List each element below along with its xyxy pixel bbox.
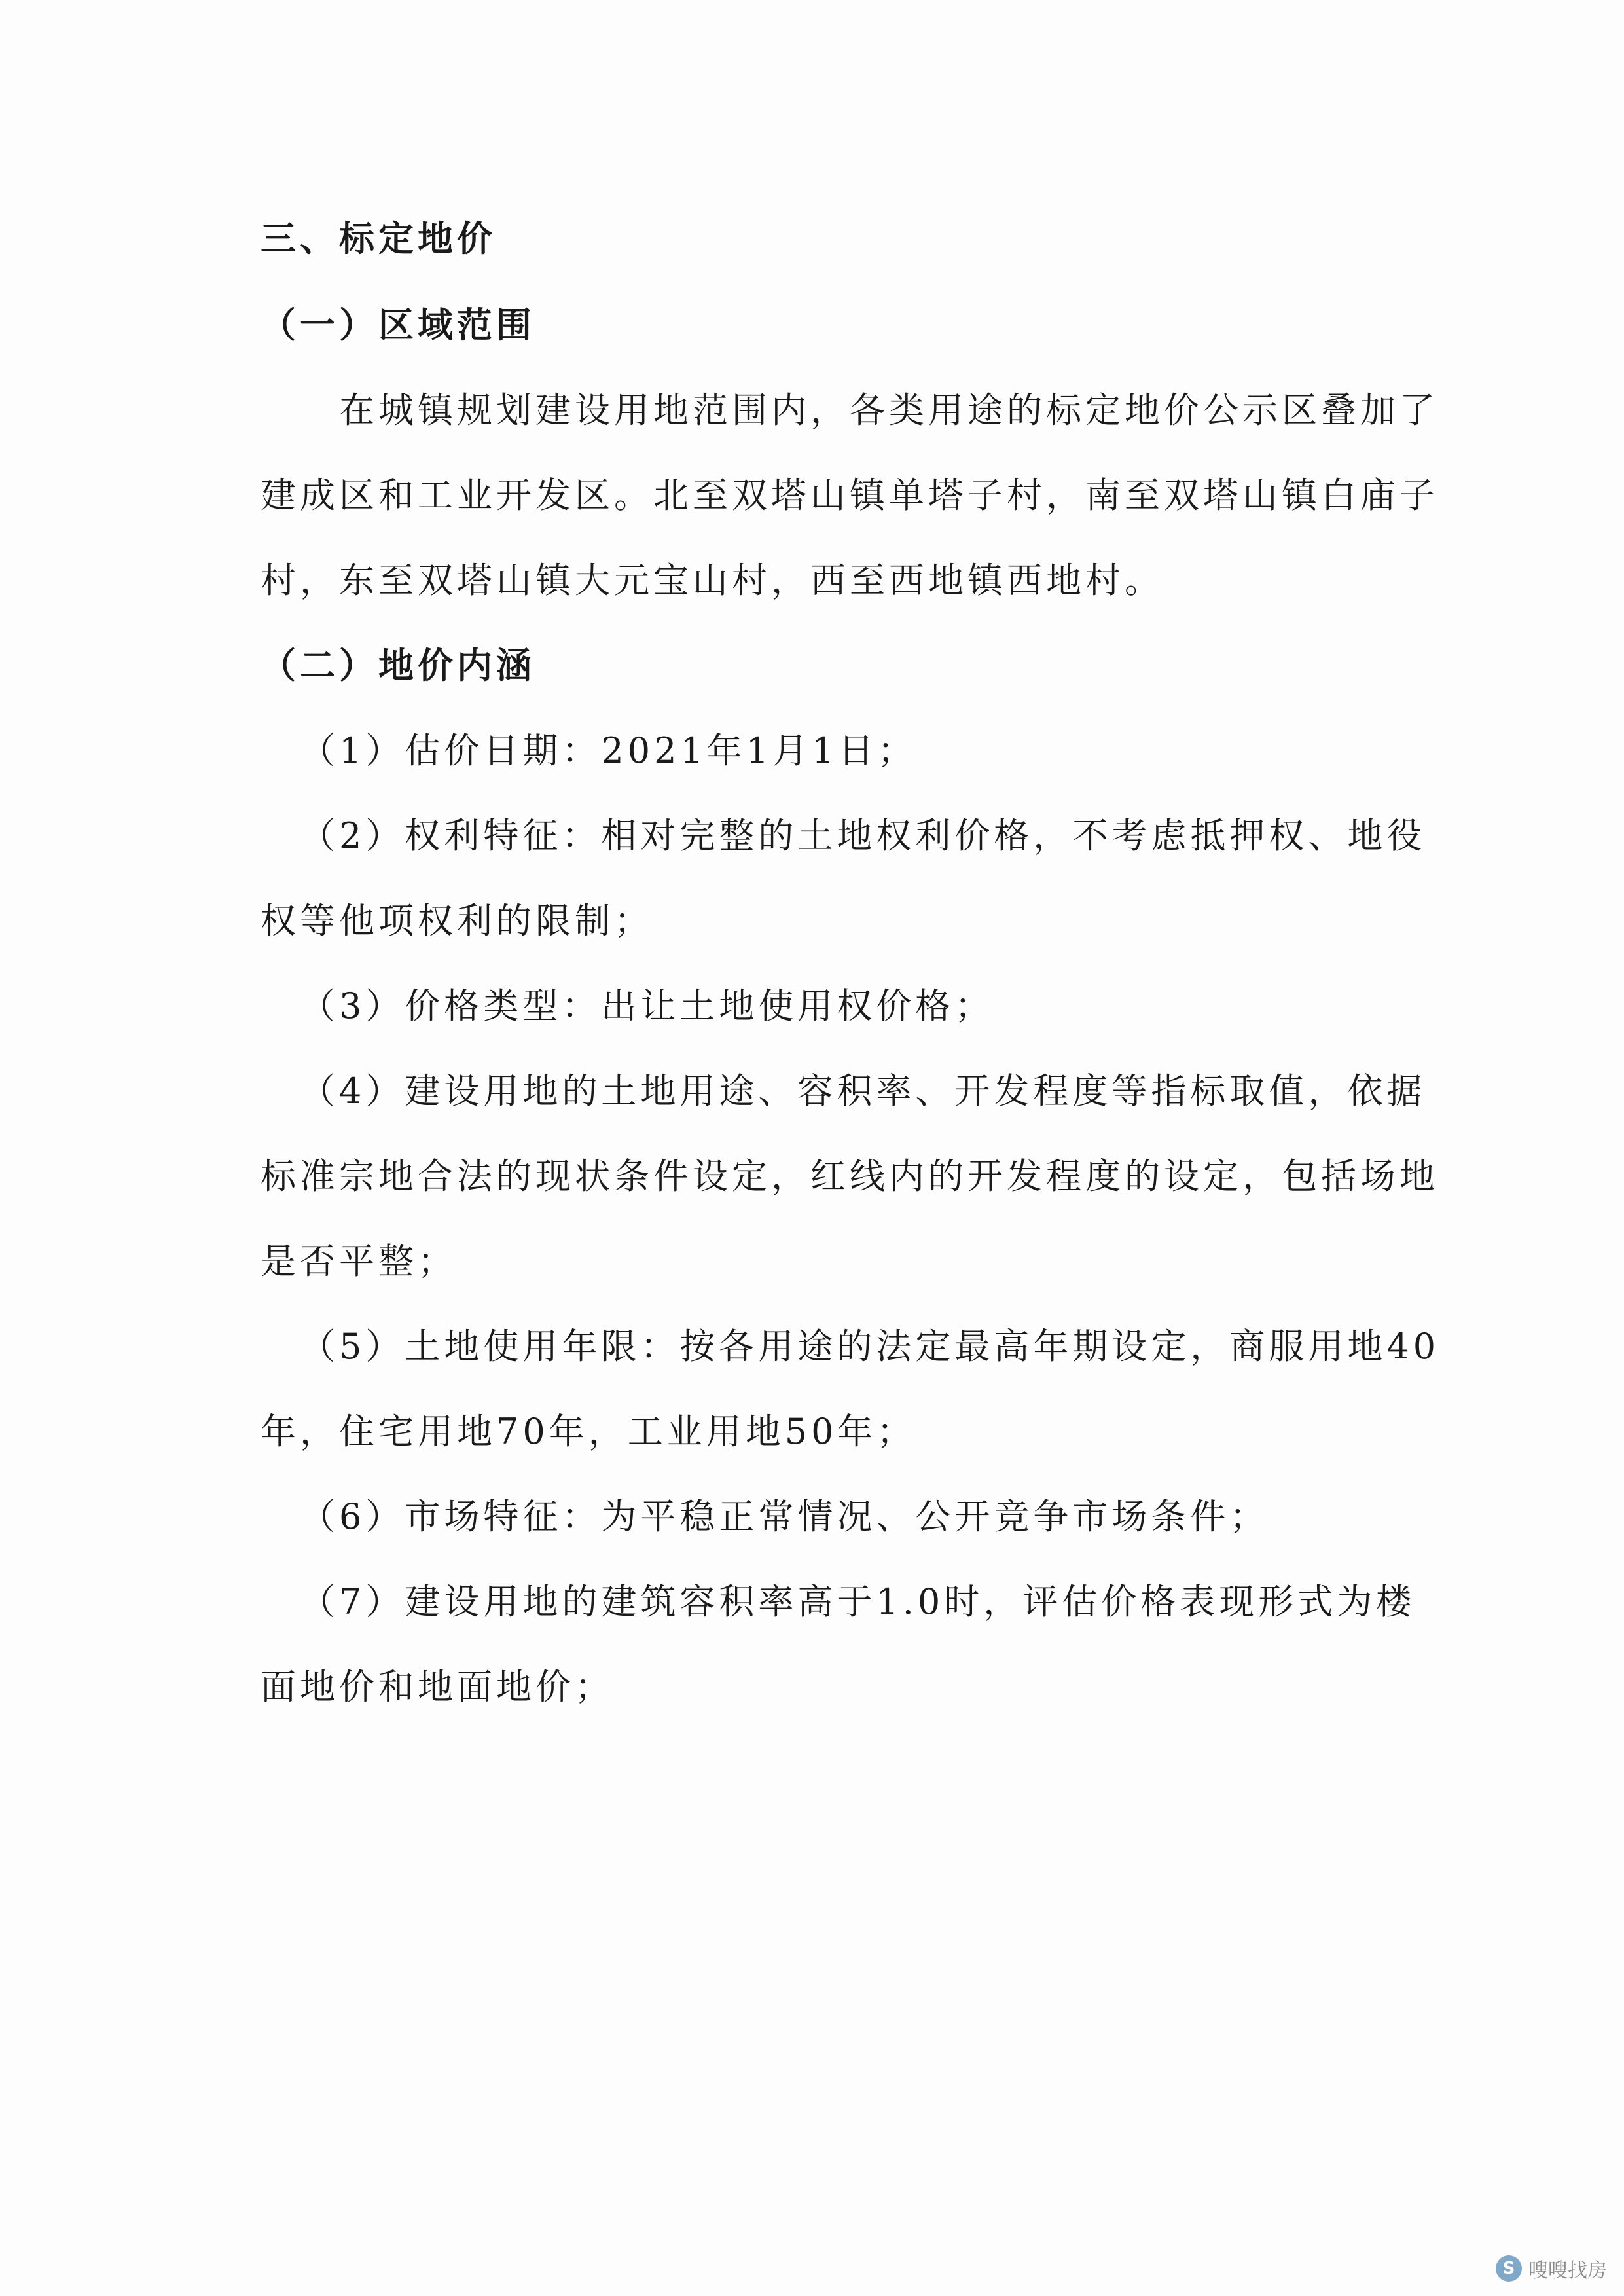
list-item-line: 面地价和地面地价； <box>261 1666 614 1707</box>
paragraph-line: 村，东至双塔山镇大元宝山村，西至西地镇西地村。 <box>261 560 1164 601</box>
section-title: 三、标定地价 <box>261 218 496 259</box>
subsection-title-area: （一）区域范围 <box>261 304 535 346</box>
logo-icon: S <box>1496 2255 1522 2282</box>
list-item-line: （2）权利特征：相对完整的土地权利价格，不考虑抵押权、地役 <box>300 815 1426 856</box>
list-item-line: （6）市场特征：为平稳正常情况、公开竞争市场条件； <box>300 1496 1269 1537</box>
paragraph-line: 建成区和工业开发区。北至双塔山镇单塔子村，南至双塔山镇白庙子 <box>261 475 1439 516</box>
list-item-line: （3）价格类型：出让土地使用权价格； <box>300 985 994 1027</box>
list-item-line: （1）估价日期：2021年1月1日； <box>300 730 917 771</box>
list-item-line: （5）土地使用年限：按各用途的法定最高年期设定，商服用地40 <box>300 1326 1440 1367</box>
subsection-title-connotation: （二）地价内涵 <box>261 645 535 686</box>
watermark <box>1496 2254 1607 2283</box>
list-item-line: 权等他项权利的限制； <box>261 900 653 941</box>
watermark-text: 嗖嗖找房 <box>1528 2259 1607 2282</box>
paragraph-line: 在城镇规划建设用地范围内，各类用途的标定地价公示区叠加了 <box>339 390 1439 431</box>
list-item-line: （4）建设用地的土地用途、容积率、开发程度等指标取值，依据 <box>300 1070 1426 1112</box>
list-item-line: 年，住宅用地70年，工业用地50年； <box>261 1411 916 1452</box>
list-item-line: 是否平整； <box>261 1241 457 1282</box>
list-item-line: （7）建设用地的建筑容积率高于1.0时，评估价格表现形式为楼 <box>300 1581 1416 1622</box>
list-item-line: 标准宗地合法的现状条件设定，红线内的开发程度的设定，包括场地 <box>261 1156 1439 1197</box>
